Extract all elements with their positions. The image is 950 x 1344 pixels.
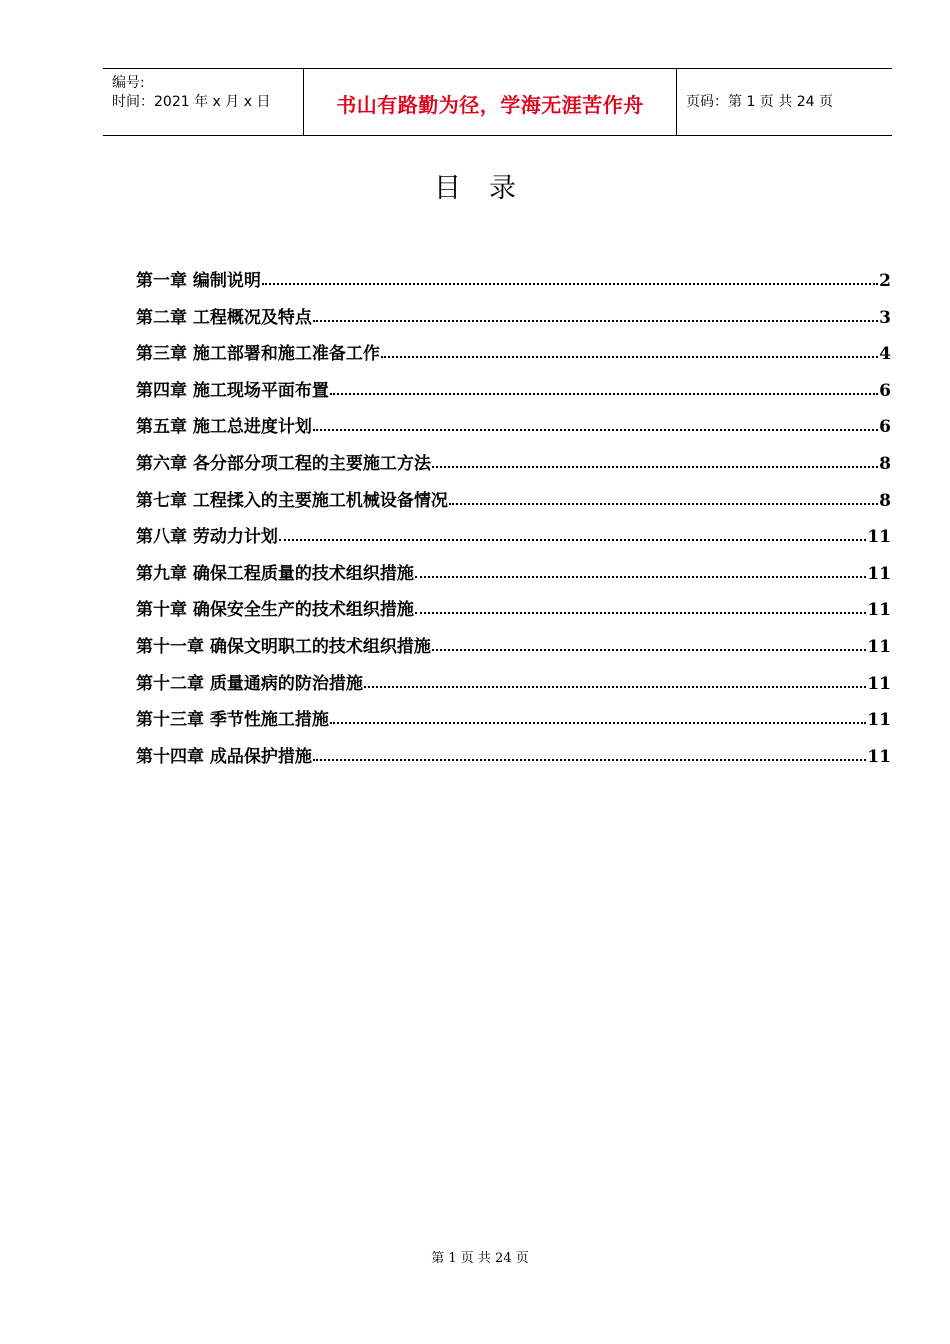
toc-entry[interactable] (136, 742, 891, 779)
toc-entry-label: 第十二章 质量通病的防治措施 (136, 673, 363, 694)
toc-entry[interactable] (136, 595, 891, 632)
toc-entry[interactable] (136, 266, 891, 303)
toc-entry[interactable] (136, 376, 891, 413)
header-page-info: 页码：第 1 页 共 24 页 (686, 94, 833, 110)
toc-leader-dots (313, 428, 878, 431)
header-meta (103, 69, 304, 135)
toc-entry-page: 11 (867, 636, 891, 657)
toc-entry-label: 第四章 施工现场平面布置 (136, 380, 329, 401)
toc-leader-dots (381, 355, 878, 358)
toc-entry-page: 11 (867, 563, 891, 584)
toc-leader-dots (313, 758, 866, 761)
toc-leader-dots (262, 282, 878, 285)
toc-entry-page: 3 (879, 307, 891, 328)
toc-leader-dots (415, 611, 866, 614)
document-date: 时间：2021 年 x 月 x 日 (112, 94, 271, 110)
toc-entry-label: 第三章 施工部署和施工准备工作 (136, 344, 380, 365)
header-motto: 书山有路勤为径，学海无涯苦作舟 (336, 92, 644, 117)
toc-entry-label: 第一章 编制说明 (136, 271, 261, 291)
toc-leader-dots (449, 502, 878, 505)
toc-entry[interactable] (136, 303, 891, 340)
toc-entry[interactable] (136, 559, 891, 596)
toc-entry-page: 11 (867, 673, 891, 694)
toc-leader-dots (330, 721, 866, 724)
toc-leader-dots (432, 465, 878, 468)
toc-entry[interactable] (136, 412, 891, 449)
toc-entry-page: 8 (879, 490, 891, 511)
table-of-contents (136, 266, 891, 778)
toc-entry-page: 6 (879, 380, 891, 401)
toc-leader-dots (279, 538, 866, 541)
toc-entry[interactable] (136, 705, 891, 742)
header-page-cell (677, 69, 892, 135)
toc-entry-label: 第七章 工程揉入的主要施工机械设备情况 (136, 490, 448, 511)
document-number-label: 编号: (112, 75, 145, 91)
toc-entry-label: 第十章 确保安全生产的技术组织措施 (136, 600, 414, 621)
toc-entry-page: 11 (867, 746, 891, 767)
toc-entry-label: 第二章 工程概况及特点 (136, 307, 312, 328)
toc-entry-label: 第五章 施工总进度计划 (136, 417, 312, 438)
toc-entry-page: 2 (879, 271, 891, 291)
toc-entry-page: 4 (879, 344, 891, 365)
toc-entry[interactable] (136, 449, 891, 486)
toc-entry-label: 第十四章 成品保护措施 (136, 746, 312, 767)
toc-entry[interactable] (136, 632, 891, 669)
toc-entry-page: 8 (879, 453, 891, 474)
page-footer: 第 1 页 共 24 页 (431, 1251, 529, 1266)
toc-entry-page: 6 (879, 417, 891, 438)
toc-entry-page: 11 (867, 527, 891, 548)
toc-entry-label: 第八章 劳动力计划 (136, 527, 278, 548)
toc-leader-dots (364, 685, 866, 688)
toc-entry[interactable] (136, 339, 891, 376)
toc-leader-dots (313, 319, 878, 322)
toc-leader-dots (415, 575, 866, 578)
toc-entry-label: 第十三章 季节性施工措施 (136, 710, 329, 731)
toc-leader-dots (330, 392, 878, 395)
toc-entry[interactable] (136, 486, 891, 523)
toc-leader-dots (432, 648, 866, 651)
toc-entry-label: 第十一章 确保文明职工的技术组织措施 (136, 636, 431, 657)
toc-entry[interactable] (136, 669, 891, 706)
page-header (103, 68, 892, 136)
page-title: 目录 (434, 173, 544, 204)
toc-entry-label: 第九章 确保工程质量的技术组织措施 (136, 563, 414, 584)
toc-entry-page: 11 (867, 710, 891, 731)
toc-entry-label: 第六章 各分部分项工程的主要施工方法 (136, 453, 431, 474)
header-motto-cell (304, 69, 677, 135)
toc-entry[interactable] (136, 522, 891, 559)
toc-entry-page: 11 (867, 600, 891, 621)
